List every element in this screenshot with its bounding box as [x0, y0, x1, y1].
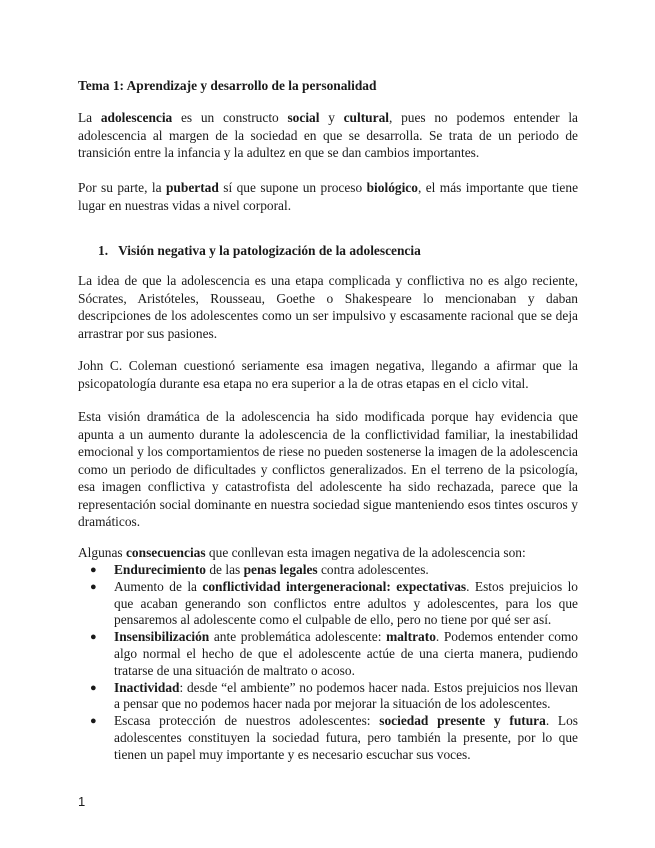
term-biologico: biológico — [366, 180, 418, 195]
paragraph-vision-dramatica: Esta visión dramática de la adolescencia ha sido modificada porque hay evidencia que apunta a un aumento durante la adolescencia de la conflictividad familiar, la inestabilidad emocional y los comportamientos de riese no pueden sostenerse la imagen de la adolescencia como un periodo de dificultades y conflictos generalizados. En el terreno de la psicología, esa imagen conflictiva y catastrofista del adolescente ha sido rechazada, parece que la representación social dominante en nuestra sociedad sigue manteniendo esos tintes oscuros y dramáticos. — [78, 409, 578, 529]
paragraph-idea: La idea de que la adolescencia es una etapa complicada y conflictiva no es algo reciente, Sócrates, Aristóteles, Rousseau, Goethe o Shakespeare lo mencionaban y daban descripciones de los adolescentes como un ser impulsivo y escasamente racional que se deja arrastrar por sus pasiones. — [78, 273, 578, 341]
term-consecuencias: consecuencias — [125, 545, 206, 560]
bullet-icon: ● — [90, 715, 97, 728]
bullet-icon: ● — [90, 631, 97, 644]
list-item: ● Aumento de la conflictividad intergeneracional: expectativas. Estos prejuicios lo que acaban generando son conflictos entre adultos y adolescentes, para los que pensaremos al adolescente como el culpable de ello, pero no tiene por qué ser así. — [90, 578, 578, 628]
paragraph-coleman: John C. Coleman cuestionó seriamente esa imagen negativa, llegando a afirmar que la psicopatología durante esa etapa no era superior a la de otras etapas en el ciclo vital. — [78, 358, 578, 391]
list-item: ● Insensibilización ante problemática adolescente: maltrato. Podemos entender como algo normal el hecho de que el adolescente actúe de una cierta manera, pudiendo tratarse de una situación de maltrato o acoso. — [90, 629, 579, 678]
section-title: Visión negativa y la patologización de la adolescencia — [118, 243, 421, 258]
document-title: Tema 1: Aprendizaje y desarrollo de la personalidad — [78, 78, 377, 93]
bullet-icon: ● — [90, 580, 97, 593]
term-adolescencia: adolescencia — [100, 110, 173, 125]
term-cultural: cultural — [343, 110, 389, 125]
term-social: social — [287, 110, 320, 125]
section-heading — [98, 243, 421, 259]
list-item: ● Endurecimiento de las penas legales contra adolescentes. — [90, 562, 429, 577]
paragraph-adolescencia: La adolescencia es un constructo social y cultural, pues no podemos entender la adolescencia al margen de la sociedad en que se desarrolla. Se trata de un periodo de transición entre la infancia y la adultez en que se dan cambios importantes. — [78, 110, 578, 160]
list-item: ● Escasa protección de nuestros adolescentes: sociedad presente y futura. Los adolescentes constituyen la sociedad futura, pero también la presente, por lo que tienen un papel muy importante y es necesario escuchar sus voces. — [90, 713, 578, 762]
paragraph-pubertad: Por su parte, la pubertad sí que supone un proceso biológico, el más importante que tiene lugar en nuestras vidas a nivel corporal. — [78, 180, 579, 213]
bullet-icon: ● — [90, 681, 97, 694]
consequences-list — [78, 562, 578, 764]
list-intro: Algunas consecuencias que conllevan esta imagen negativa de la adolescencia son: — [78, 545, 526, 560]
term-pubertad: pubertad — [165, 180, 219, 195]
bullet-icon: ● — [90, 564, 97, 576]
list-item: ● Inactividad: desde “el ambiente” no podemos hacer nada. Estos prejuicios nos llevan a pensar que no podemos hacer nada por mejorar la situación de los adolescentes. — [90, 679, 578, 712]
page-number: 1 — [78, 794, 86, 809]
section-number: 1. — [98, 243, 109, 258]
